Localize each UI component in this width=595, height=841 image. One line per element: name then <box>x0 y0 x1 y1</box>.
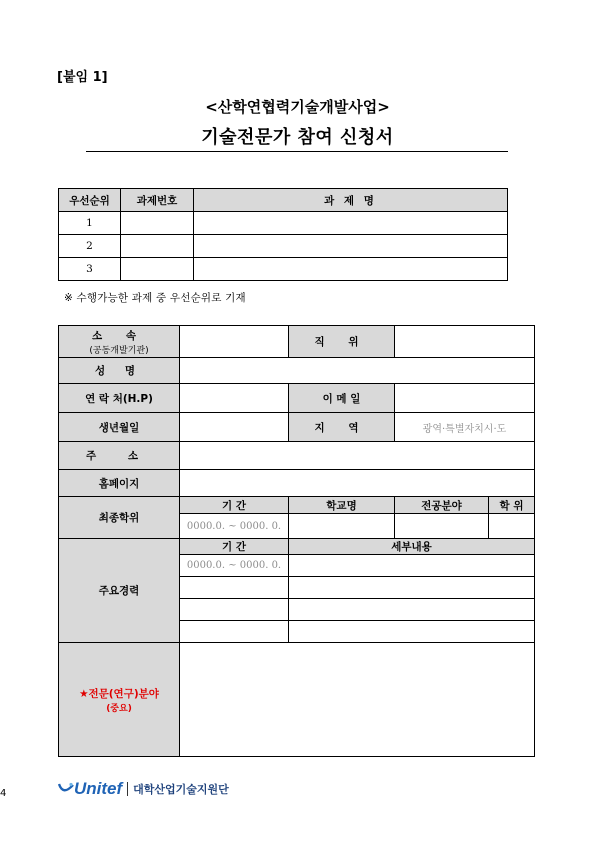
email-label: 이 메 일 <box>289 384 395 413</box>
document-subtitle: <산학연협력기술개발사업> <box>205 98 390 116</box>
priority-cell: 3 <box>59 258 121 281</box>
document-title: 기술전문가 참여 신청서 <box>201 127 394 148</box>
logo-organization-name: 대학산업기술지원단 <box>133 783 229 796</box>
affiliation-input[interactable] <box>180 326 289 358</box>
email-input[interactable] <box>395 384 535 413</box>
contact-row <box>59 384 535 413</box>
edu-degree-input[interactable] <box>489 514 535 539</box>
address-row <box>59 442 535 470</box>
affiliation-label-text: 소 속 <box>92 329 146 342</box>
career-header-row <box>59 539 535 555</box>
attachment-label: [붙임 1] <box>57 70 108 85</box>
priority-note: ※ 수행가능한 과제 중 우선순위로 기재 <box>64 292 246 304</box>
logo-wordmark: Unitef <box>74 779 123 798</box>
region-input[interactable]: 광역·특별자치시·도 <box>395 413 535 442</box>
position-label: 직 위 <box>289 326 395 358</box>
region-label: 지 역 <box>289 413 395 442</box>
birth-row <box>59 413 535 442</box>
career-period-header: 기 간 <box>180 539 289 555</box>
career-period-input[interactable] <box>180 621 289 643</box>
project-name-input[interactable] <box>194 212 508 235</box>
project-name-input[interactable] <box>194 235 508 258</box>
birth-input[interactable] <box>180 413 289 442</box>
education-header-row <box>59 497 535 514</box>
project-name-header: 과 제 명 <box>194 189 508 212</box>
career-detail-header: 세부내용 <box>289 539 535 555</box>
table-row <box>59 258 508 281</box>
career-detail-input[interactable] <box>289 599 535 621</box>
name-row <box>59 358 535 384</box>
affiliation-label <box>59 326 180 358</box>
name-label: 성 명 <box>59 358 180 384</box>
address-input[interactable] <box>180 442 535 470</box>
career-period-input[interactable] <box>180 577 289 599</box>
expertise-label <box>59 643 180 757</box>
expertise-sub-label: (중요) <box>106 703 132 714</box>
edu-major-input[interactable] <box>395 514 489 539</box>
edu-period-header: 기 간 <box>180 497 289 514</box>
unitef-mark-icon <box>58 782 74 796</box>
project-number-input[interactable] <box>121 258 194 281</box>
career-period-input[interactable]: 0000.0. ~ 0000. 0. <box>180 555 289 577</box>
homepage-label: 홈페이지 <box>59 470 180 497</box>
footer-logo <box>58 778 229 800</box>
expertise-label-text: ★전문(연구)분야 <box>79 687 159 700</box>
affiliation-row <box>59 326 535 358</box>
title-underline <box>86 151 508 152</box>
project-priority-table <box>58 188 508 281</box>
logo-separator <box>127 782 128 796</box>
expertise-input[interactable] <box>180 643 535 757</box>
career-detail-input[interactable] <box>289 577 535 599</box>
applicant-form-table <box>58 325 535 757</box>
homepage-row <box>59 470 535 497</box>
edu-degree-header: 학 위 <box>489 497 535 514</box>
career-label: 주요경력 <box>59 539 180 643</box>
priority-cell: 1 <box>59 212 121 235</box>
project-number-input[interactable] <box>121 235 194 258</box>
birth-label: 생년월일 <box>59 413 180 442</box>
career-detail-input[interactable] <box>289 555 535 577</box>
contact-input[interactable] <box>180 384 289 413</box>
project-number-input[interactable] <box>121 212 194 235</box>
name-input[interactable] <box>180 358 535 384</box>
table-row <box>59 212 508 235</box>
priority-header: 우선순위 <box>59 189 121 212</box>
expertise-row <box>59 643 535 757</box>
edu-period-input[interactable]: 0000.0. ~ 0000. 0. <box>180 514 289 539</box>
project-number-header: 과제번호 <box>121 189 194 212</box>
project-name-input[interactable] <box>194 258 508 281</box>
homepage-input[interactable] <box>180 470 535 497</box>
priority-cell: 2 <box>59 235 121 258</box>
education-label: 최종학위 <box>59 497 180 539</box>
contact-label: 연 락 처(H.P) <box>59 384 180 413</box>
edu-major-header: 전공분야 <box>395 497 489 514</box>
table-row <box>59 235 508 258</box>
affiliation-sub-label: (공동개발기관) <box>89 345 149 356</box>
address-label: 주 소 <box>59 442 180 470</box>
edu-school-header: 학교명 <box>289 497 395 514</box>
career-detail-input[interactable] <box>289 621 535 643</box>
edu-school-input[interactable] <box>289 514 395 539</box>
career-period-input[interactable] <box>180 599 289 621</box>
table-header-row <box>59 189 508 212</box>
position-input[interactable] <box>395 326 535 358</box>
page-number: 4 <box>0 788 7 799</box>
